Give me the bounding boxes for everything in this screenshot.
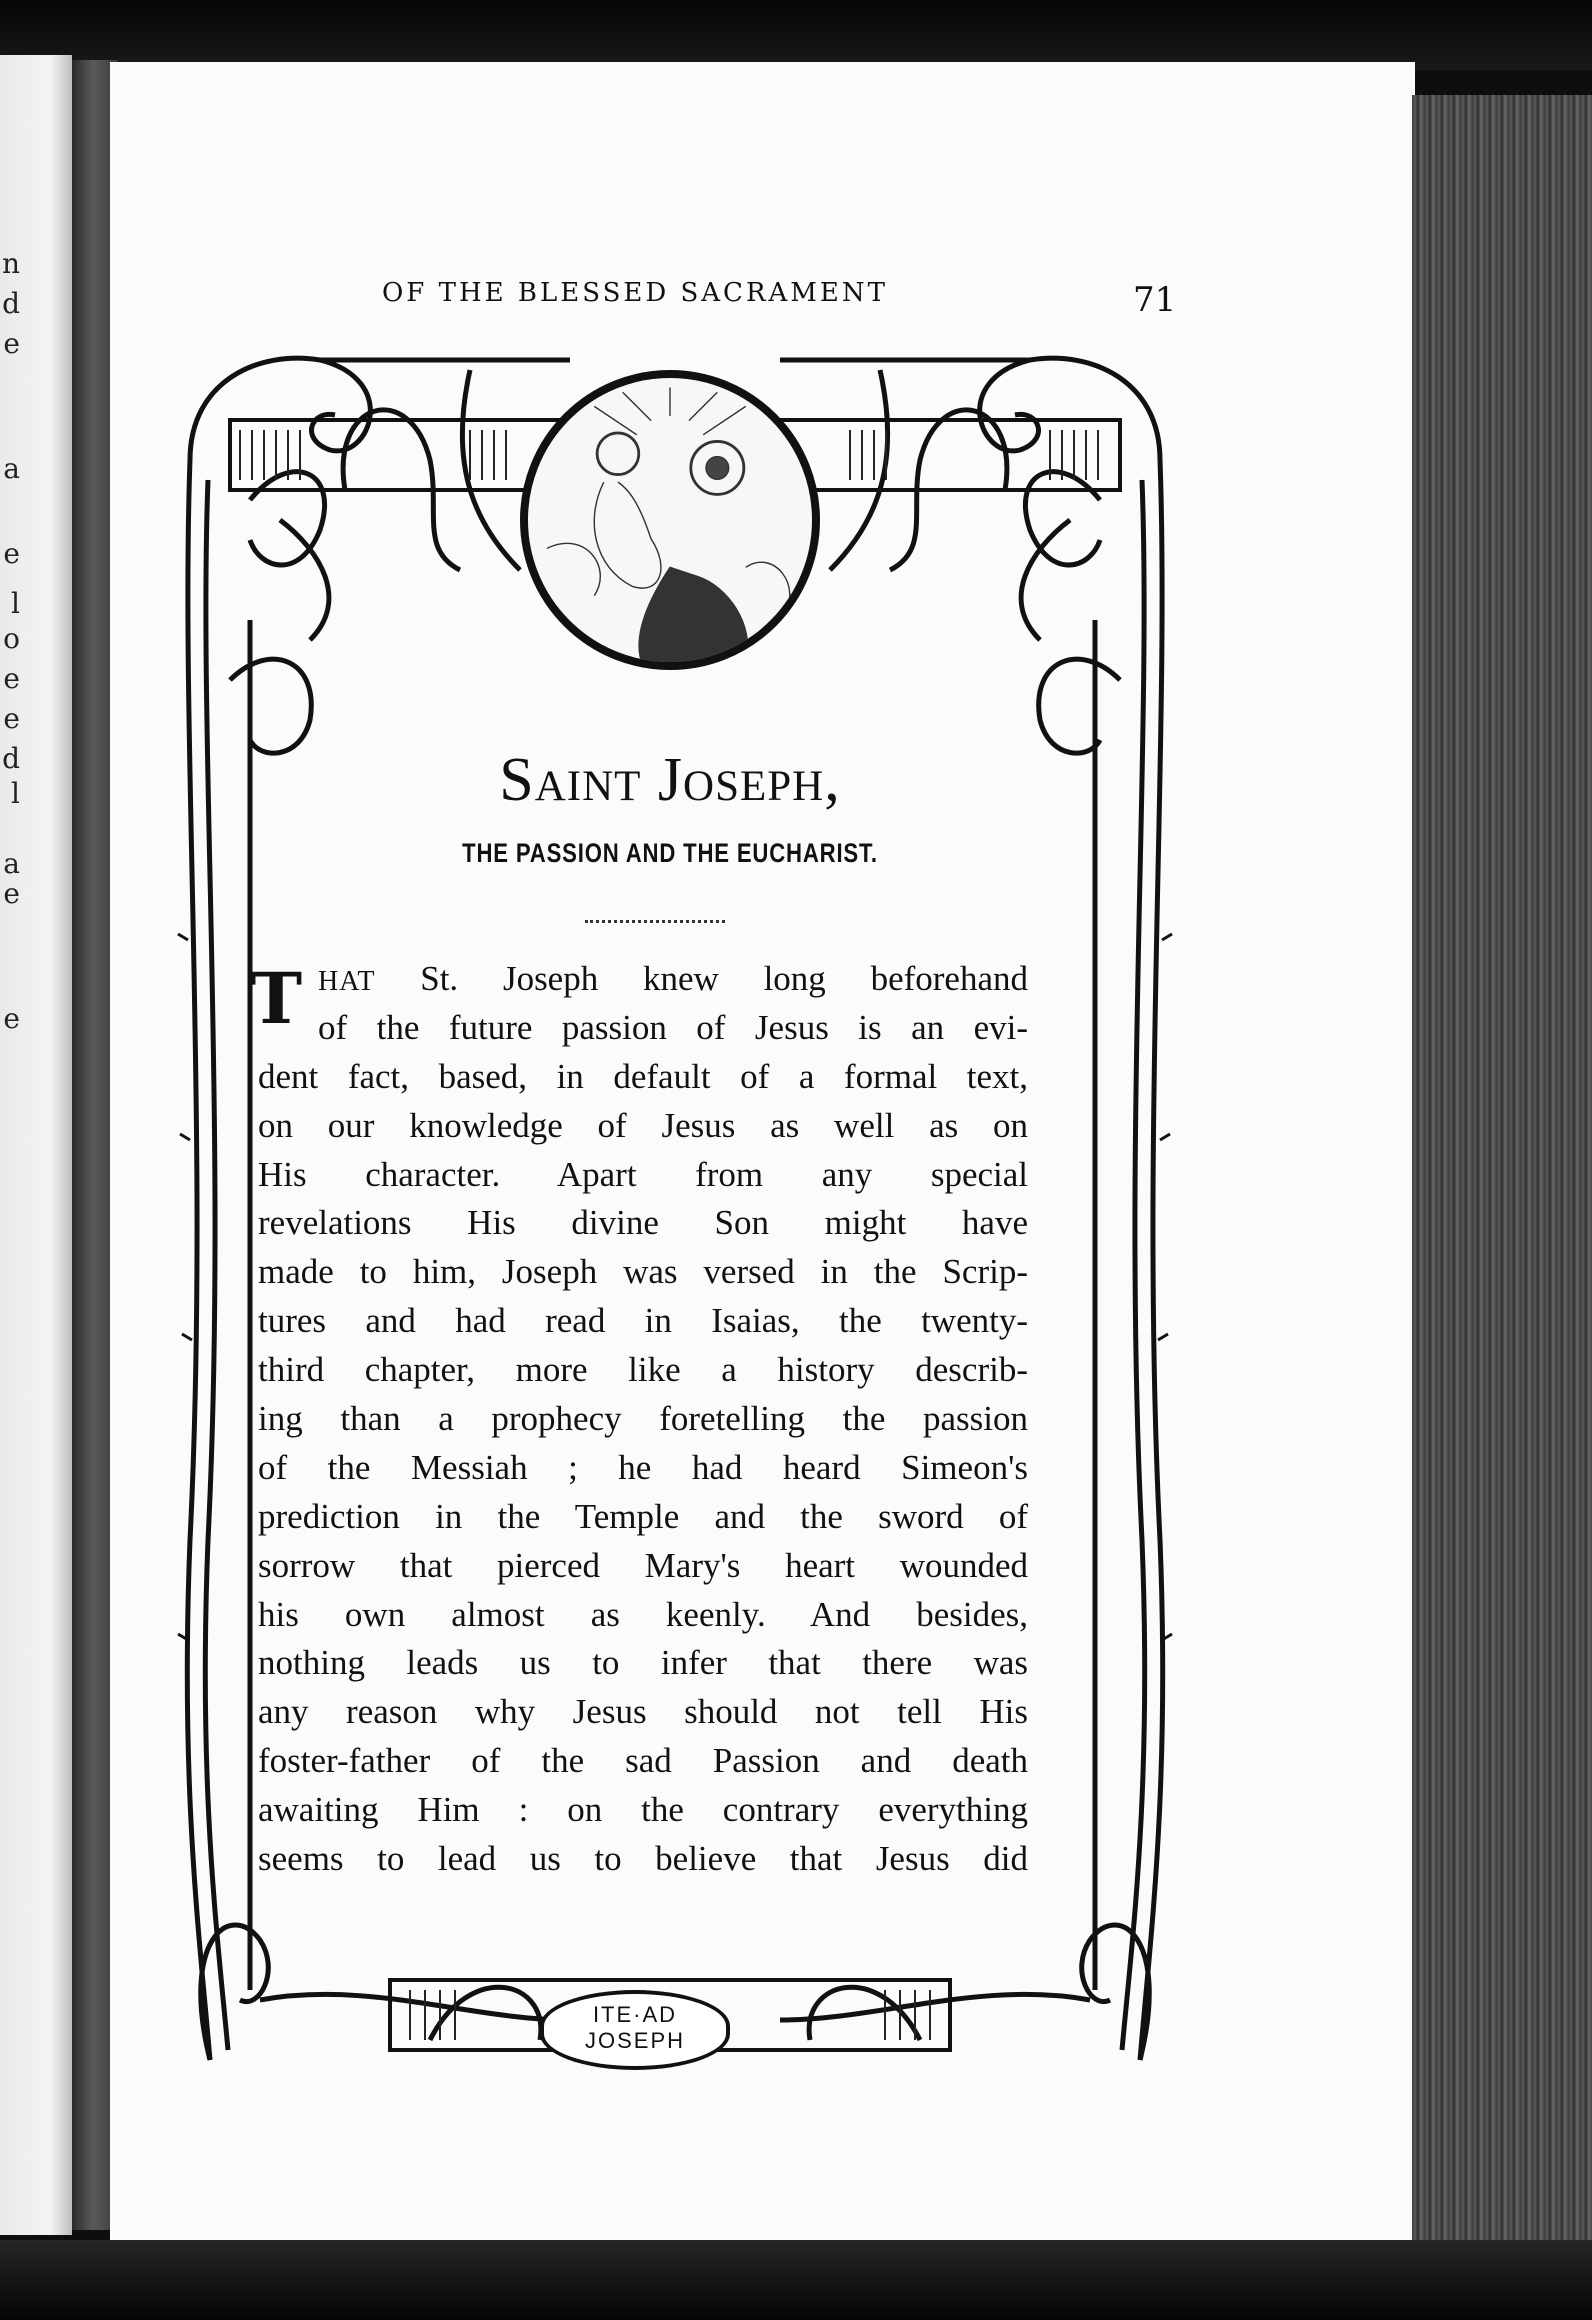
previous-page-fragment: l xyxy=(11,777,20,810)
text-line: dent fact, based, in default of a formal text, xyxy=(258,1056,1028,1096)
cartouche-line-2: JOSEPH xyxy=(584,2028,686,2053)
saint-joseph-medallion xyxy=(520,370,820,670)
previous-page-fragment: a xyxy=(3,452,20,485)
previous-page-fragment: a xyxy=(3,847,20,880)
text-line: awaiting Him : on the contrary everything xyxy=(258,1790,1028,1830)
text-line: seems to lead us to believe that Jesus did xyxy=(258,1839,1028,1879)
text-line: His character. Apart from any special xyxy=(258,1154,1028,1194)
scan-top-margin xyxy=(0,0,1592,70)
text-line: HAT St. Joseph knew long beforehand xyxy=(318,959,1028,998)
text-line: foster-father of the sad Passion and death xyxy=(258,1741,1028,1781)
text-line: on our knowledge of Jesus as well as on xyxy=(258,1105,1028,1145)
previous-page-fragment: d xyxy=(2,742,20,775)
scan-bottom-margin xyxy=(0,2240,1592,2320)
body-text xyxy=(250,955,1028,1884)
text-line: ing than a prophecy foretelling the passion xyxy=(258,1399,1028,1439)
previous-page-fragment: e xyxy=(3,537,20,570)
medallion-engraving xyxy=(528,378,812,662)
text-line: of the Messiah ; he had heard Simeon's xyxy=(258,1447,1028,1487)
text-line: tures and had read in Isaias, the twenty- xyxy=(258,1301,1028,1341)
page-number: 71 xyxy=(1133,280,1177,320)
text-line: made to him, Joseph was versed in the Scrip- xyxy=(258,1252,1028,1292)
previous-page-edge xyxy=(0,55,72,2235)
cartouche-line-1: ITE·AD xyxy=(592,2002,678,2027)
text-line: nothing leads us to infer that there was xyxy=(258,1643,1028,1683)
previous-page-fragment: e xyxy=(3,327,20,360)
previous-page-fragment: n xyxy=(1,247,20,280)
running-head: OF THE BLESSED SACRAMENT xyxy=(381,278,888,308)
previous-page-fragment: d xyxy=(2,287,20,320)
drop-cap: T xyxy=(250,957,303,1040)
chapter-title: Saint Joseph, xyxy=(499,746,841,814)
previous-page-fragment: e xyxy=(3,662,20,695)
previous-page-fragment: o xyxy=(3,622,20,655)
text-line: prediction in the Temple and the sword of xyxy=(258,1496,1028,1536)
chapter-subtitle: THE PASSION AND THE EUCHARIST. xyxy=(462,838,878,868)
previous-page-fragment: e xyxy=(3,877,20,910)
text-line: third chapter, more like a history describ- xyxy=(258,1350,1028,1390)
text-line: any reason why Jesus should not tell His xyxy=(258,1692,1028,1732)
page-edges xyxy=(1412,95,1592,2295)
previous-page-fragment: e xyxy=(3,1002,20,1035)
text-line: sorrow that pierced Mary's heart wounded xyxy=(258,1545,1028,1585)
text-line: his own almost as keenly. And besides, xyxy=(258,1594,1028,1634)
text-line: of the future passion of Jesus is an evi- xyxy=(318,1007,1028,1047)
text-line: revelations His divine Son might have xyxy=(258,1203,1028,1243)
ite-ad-joseph-cartouche xyxy=(540,1990,730,2070)
ornamental-rule xyxy=(585,912,725,923)
previous-page-fragment: e xyxy=(3,702,20,735)
first-word-small-caps: HAT xyxy=(318,966,376,997)
previous-page-fragment: l xyxy=(11,587,20,620)
